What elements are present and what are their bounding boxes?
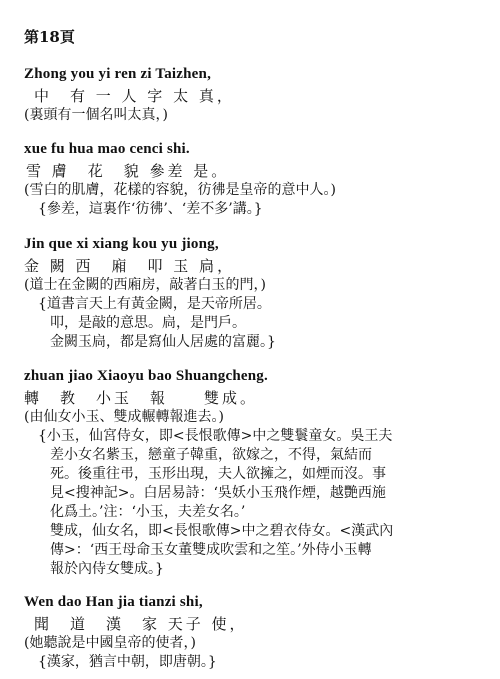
page-header: 第18頁 bbox=[24, 28, 75, 46]
stanza-1-hanzi: 中 有 一 人 字 太 真， bbox=[34, 87, 235, 105]
stanza-2-pinyin: xue fu hua mao cenci shi. bbox=[24, 141, 190, 157]
stanza-4-note-6: 雙成，仙女名，即<長恨歌傳>中之碧衣侍女。<漢武內 bbox=[50, 523, 394, 539]
stanza-5-pinyin: Wen dao Han jia tianzi shi, bbox=[24, 594, 203, 610]
stanza-2-hanzi: 雪 膚 花 貌 參差 是。 bbox=[26, 162, 230, 180]
stanza-2-note-1: {參差，這裏作‘彷彿’、‘差不多’講。} bbox=[38, 201, 263, 217]
stanza-3-pinyin: Jin que xi xiang kou yu jiong, bbox=[24, 236, 219, 252]
stanza-4-note-3: 死。後重往弔，玉形出現，夫人欲擁之，如煙而沒。事 bbox=[50, 466, 386, 482]
stanza-3-note-2: 叩，是敲的意思。扃，是門戶。 bbox=[50, 315, 246, 331]
stanza-5-translation: (她聽說是中國皇帝的使者，) bbox=[24, 635, 196, 651]
stanza-3-translation: (道士在金闕的西廂房，敲著白玉的門，) bbox=[24, 277, 266, 293]
stanza-1-translation: (裏頭有一個名叫太真，) bbox=[24, 107, 168, 123]
stanza-4-note-8: 報於內侍女雙成。} bbox=[50, 561, 164, 577]
stanza-3-hanzi: 金 闕 西 廂 叩 玉 扃， bbox=[24, 257, 236, 275]
stanza-4-translation: (由仙女小玉、雙成輾轉報進去。) bbox=[24, 409, 224, 425]
stanza-4-note-7: 傳>：‘西王母命玉女董雙成吹雲和之笙。’外侍小玉轉 bbox=[50, 542, 372, 558]
stanza-4-note-2: 差小女名紫玉，戀童子韓重，欲嫁之，不得，氣結而 bbox=[50, 447, 372, 463]
stanza-4-note-1: {小玉，仙宮侍女，即<長恨歌傳>中之雙鬟童女。吳王夫 bbox=[38, 428, 393, 444]
stanza-4-note-5: 化爲土。’注：‘小玉，夫差女名。’ bbox=[50, 504, 246, 520]
stanza-2-translation: (雪白的肌膚，花樣的容貌，彷彿是皇帝的意中人。) bbox=[24, 182, 336, 198]
stanza-5-hanzi: 聞 道 漢 家 天子 使， bbox=[34, 615, 248, 633]
stanza-3-note-3: 金闕玉扃，都是寫仙人居處的富麗。} bbox=[50, 334, 276, 350]
stanza-5-note-1: {漢家，猶言中朝，即唐朝。} bbox=[38, 654, 217, 670]
stanza-3-note-1: {道書言天上有黃金闕，是天帝所居。 bbox=[38, 296, 271, 312]
stanza-1-pinyin: Zhong you yi ren zi Taizhen, bbox=[24, 66, 212, 82]
stanza-4-note-4: 見<搜神記>。白居易詩：‘吳妖小玉飛作煙，越艷西施 bbox=[50, 485, 386, 501]
stanza-4-hanzi: 轉 教 小玉 報 雙成。 bbox=[24, 389, 259, 407]
stanza-4-pinyin: zhuan jiao Xiaoyu bao Shuangcheng. bbox=[24, 368, 268, 384]
